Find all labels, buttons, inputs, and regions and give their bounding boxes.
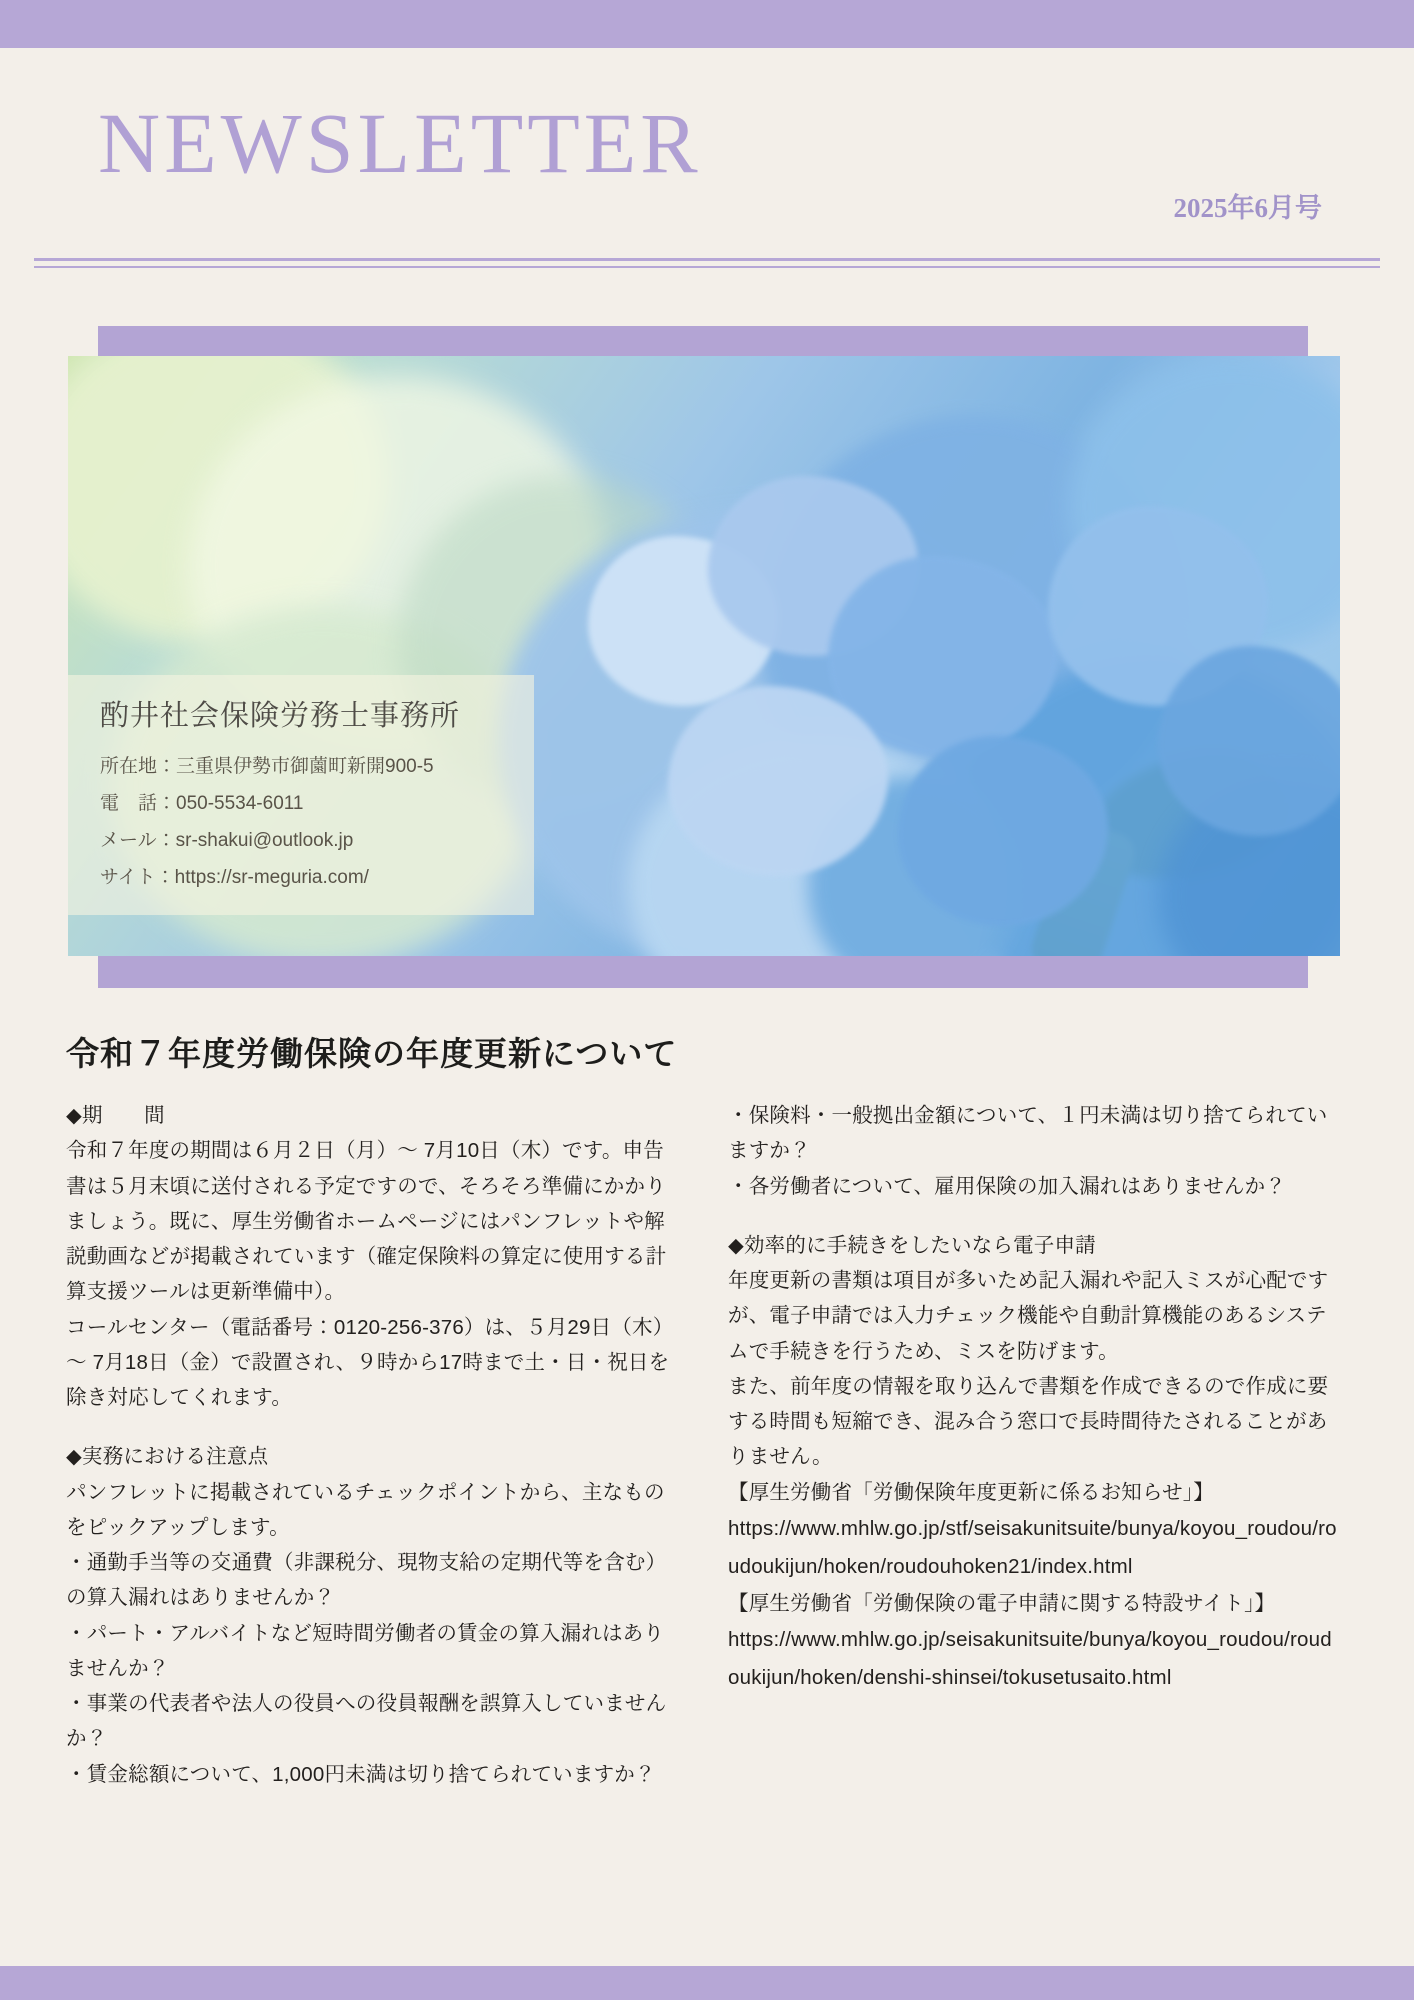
right-column <box>728 1098 1342 1792</box>
paragraph: 【厚生労働省「労働保険年度更新に係るお知らせ」】 <box>728 1480 1214 1504</box>
paragraph: 令和７年度の期間は６月２日（月）～ 7月10日（木）です。申告書は５月末頃に送付される予定ですので、そろそろ準備にかかりましょう。既に、厚生労働省ホームページにはパンフレットや解説動画などが掲載されています（確定保険料の算定に使用する計算支援ツールは更新準備中）。 <box>66 1139 667 1304</box>
paragraph: ・事業の代表者や法人の役員への役員報酬を誤算入していませんか？ <box>66 1692 667 1751</box>
reference-link[interactable]: https://www.mhlw.go.jp/seisakunitsuite/bunya/koyou_roudou/roudoukijun/hoken/denshi-shinsei/tokusetusaito.html <box>728 1627 1332 1689</box>
contact-card <box>68 675 534 915</box>
left-column <box>66 1098 680 1792</box>
paragraph: コールセンター（電話番号：0120-256-376）は、５月29日（木）～ 7月18日（金）で設置され、９時から17時まで土・日・祝日を除き対応してくれます。 <box>66 1315 674 1409</box>
paragraph: 年度更新の書類は項目が多いため記入漏れや記入ミスが心配ですが、電子申請では入力チェック機能や自動計算機能のあるシステムで手続きを行うため、ミスを防げます。 <box>728 1269 1329 1363</box>
page-title: NEWSLETTER <box>98 95 702 191</box>
paragraph: ・保険料・一般拠出金額について、１円未満は切り捨てられていますか？ <box>728 1104 1328 1163</box>
article-heading: 令和７年度労働保険の年度更新について <box>66 1035 678 1072</box>
issue-date: 2025年6月号 <box>1173 193 1322 223</box>
paragraph: また、前年度の情報を取り込んで書類を作成できるので作成に要する時間も短縮でき、混み合う窓口で長時間待たされることがありません。 <box>728 1374 1329 1469</box>
top-accent-band <box>0 0 1414 48</box>
office-mail[interactable]: メール：sr-shakui@outlook.jp <box>100 830 354 852</box>
divider-top <box>34 258 1380 261</box>
bottom-accent-band <box>0 1966 1414 2000</box>
reference-link[interactable]: https://www.mhlw.go.jp/stf/seisakunitsuite/bunya/koyou_roudou/roudoukijun/hoken/roudouhoken21/index.html <box>728 1516 1337 1578</box>
paragraph: ・通勤手当等の交通費（非課税分、現物支給の定期代等を含む）の算入漏れはありませんか？ <box>66 1551 667 1610</box>
paragraph: ◆効率的に手続きをしたいなら電子申請 <box>728 1233 1096 1257</box>
office-name: 酌井社会保険労務士事務所 <box>100 700 461 732</box>
paragraph: ・パート・アルバイトなど短時間労働者の賃金の算入漏れはありませんか？ <box>66 1621 665 1680</box>
office-address: 所在地：三重県伊勢市御薗町新開900-5 <box>100 756 434 777</box>
paragraph: ◆実務における注意点 <box>66 1445 269 1469</box>
photo-petal-7 <box>1158 646 1340 836</box>
photo-petal-4 <box>668 686 888 876</box>
photo-petal-5 <box>898 736 1108 926</box>
divider-bottom <box>34 266 1380 268</box>
paragraph: ◆期 間 <box>66 1104 165 1127</box>
paragraph: ・各労働者について、雇用保険の加入漏れはありませんか？ <box>728 1174 1287 1198</box>
paragraph: 【厚生労働省「労働保険の電子申請に関する特設サイト」】 <box>728 1591 1276 1615</box>
office-phone: 電 話：050-5534-6011 <box>100 793 304 815</box>
paragraph: ・賃金総額について、1,000円未満は切り捨てられていますか？ <box>66 1762 656 1786</box>
masthead <box>0 48 1414 263</box>
article-body <box>66 1098 1356 1792</box>
paragraph: パンフレットに掲載されているチェックポイントから、主なものをピックアップします。 <box>66 1480 665 1539</box>
office-website[interactable]: サイト：https://sr-meguria.com/ <box>100 867 369 889</box>
